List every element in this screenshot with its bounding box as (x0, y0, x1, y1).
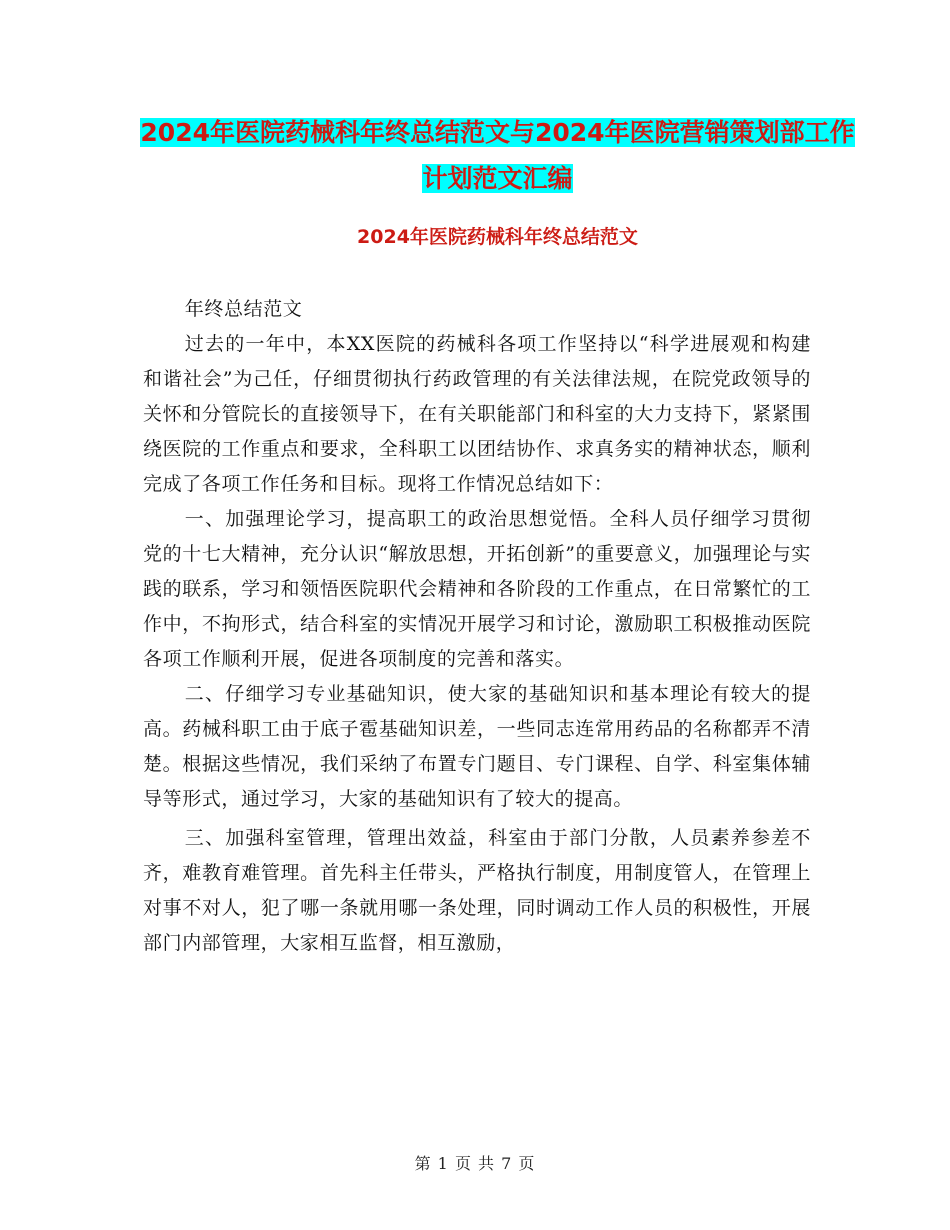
page-footer: 第 1 页 共 7 页 (414, 1154, 536, 1173)
document-title-text: 2024年医院药械科年终总结范文与2024年医院营销策划部工作计划范文汇编 (140, 118, 855, 193)
subheading-paragraph: 年终总结范文 (184, 298, 303, 320)
document-title (140, 110, 855, 202)
document-body (143, 292, 811, 961)
paragraph-theory-study: 一、加强理论学习，提高职工的政治思想觉悟。全科人员仔细学习贯彻党的十七大精神，充分认识“解放思想，开拓创新”的重要意义，加强理论与实践的联系，学习和领悟医院职代会精神和各阶段的工作重点，在日常繁忙的工作中，不拘形式，结合科室的实情况开展学习和讨论，激励职工积极推动医院各项工作顺利开展，促进各项制度的完善和落实。 (143, 508, 811, 670)
section-title: 2024年医院药械科年终总结范文 (357, 226, 638, 248)
intro-paragraph: 过去的一年中，本XX医院的药械科各项工作坚持以“科学进展观和构建和谐社会”为己任，仔细贯彻执行药政管理的有关法律法规，在院党政领导的关怀和分管院长的直接领导下，在有关职能部门和科室的大力支持下，紧紧围绕医院的工作重点和要求，全科职工以团结协作、求真务实的精神状态，顺利完成了各项工作任务和目标。现将工作情况总结如下： (143, 333, 811, 495)
paragraph-professional-knowledge: 二、仔细学习专业基础知识，使大家的基础知识和基本理论有较大的提高。药械科职工由于底子雹基础知识差，一些同志连常用药品的名称都弄不清楚。根据这些情况，我们采纳了布置专门题目、专门课程、自学、科室集体辅导等形式，通过学习，大家的基础知识有了较大的提高。 (143, 683, 811, 810)
paragraph-department-management: 三、加强科室管理，管理出效益，科室由于部门分散，人员素养参差不齐，难教育难管理。首先科主任带头，严格执行制度，用制度管人，在管理上对事不对人，犯了哪一条就用哪一条处理，同时调动工作人员的积极性，开展部门内部管理，大家相互监督，相互激励， (143, 827, 811, 954)
